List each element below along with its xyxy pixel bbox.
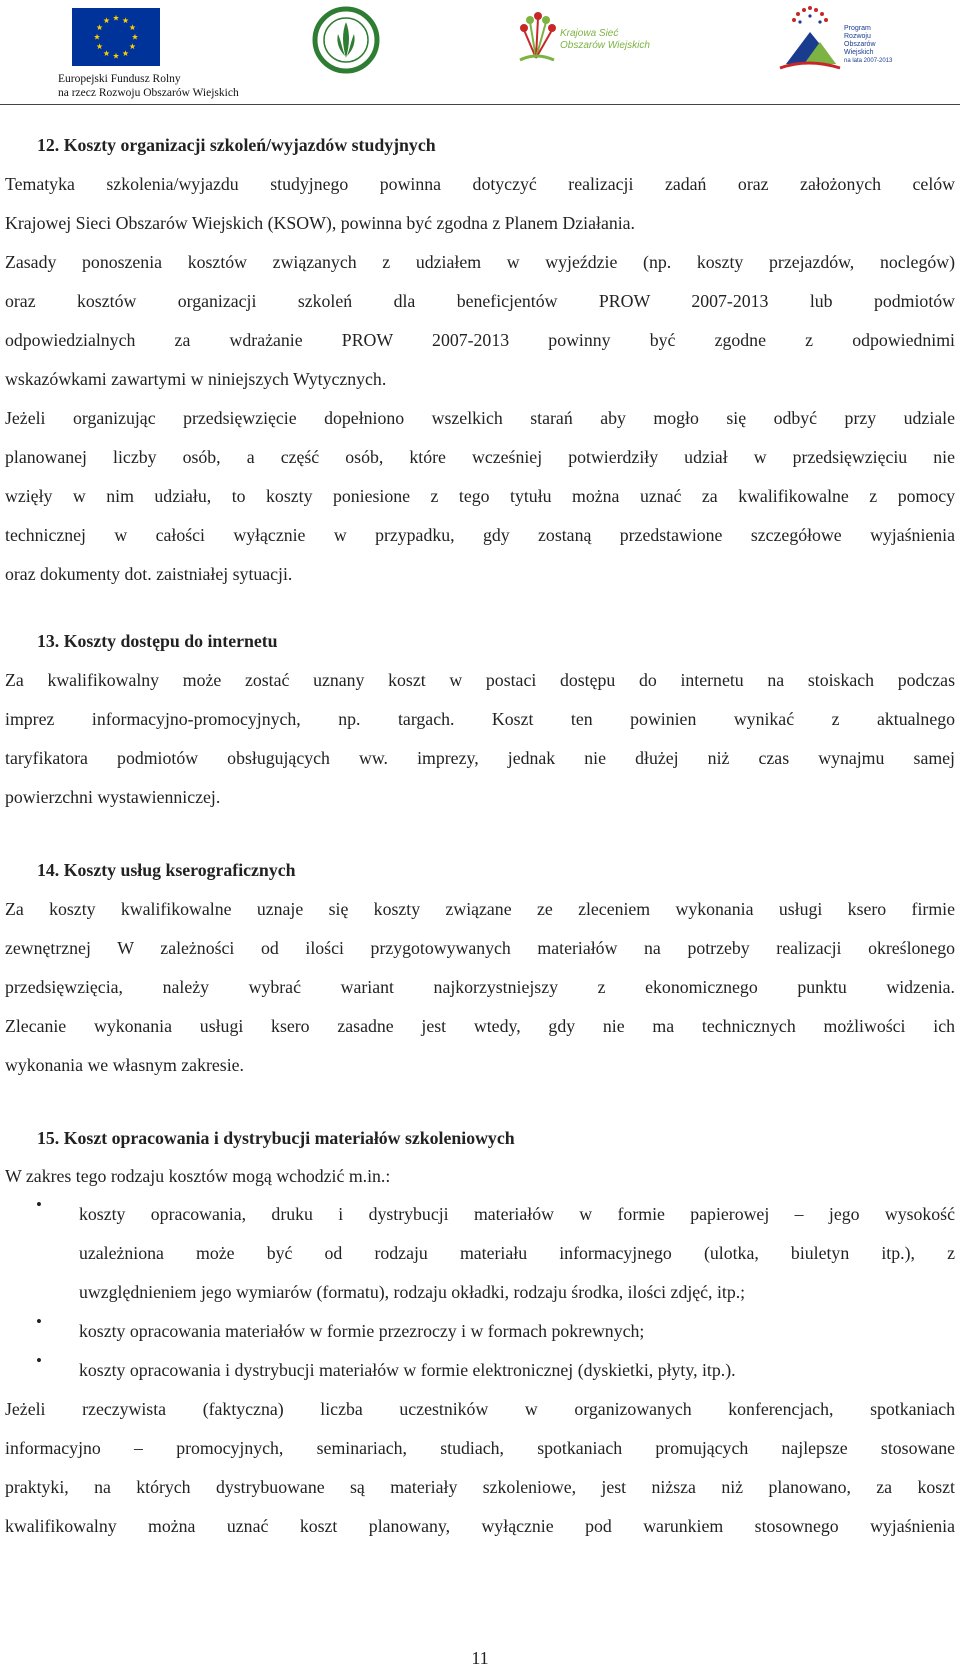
- ksow-logo: [514, 8, 664, 68]
- section-14-title: Koszty usług kserograficznych: [63, 860, 296, 880]
- header-divider: [0, 104, 960, 105]
- ministry-seal-logo: [312, 4, 380, 84]
- page-number: 11: [471, 1648, 489, 1668]
- s12-p2-line-1: Jeżeli organizując przedsięwzięcie dopełniono wszelkich starań aby mogło się odbyć przy udziale: [5, 408, 955, 428]
- bullet-2-line-1: koszty opracowania materiałów w formie przezroczy i w formach pokrewnych;: [79, 1321, 645, 1341]
- s13-p1-line-2: imprez informacyjno-promocyjnych, np. targach. Koszt ten powinien wynikać z aktualnego: [5, 709, 955, 729]
- bullet-3-line-1: koszty opracowania i dystrybucji materiałów w formie elektronicznej (dyskietki, płyty, itp.).: [79, 1360, 736, 1380]
- bullet-icon: •: [36, 1351, 42, 1370]
- document-body: [5, 126, 955, 1546]
- s14-p1-line-2: zewnętrznej W zależności od ilości przygotowywanych materiałów na potrzeby realizacji określonego: [5, 938, 955, 958]
- eu-fund-caption: [58, 72, 240, 100]
- bullet-1-line-2: uzależniona może być od rodzaju materiału informacyjnego (ulotka, biuletyn itp.), z: [79, 1243, 955, 1263]
- prow-logo-text-2: Rozwoju: [844, 33, 871, 40]
- s12-p1-line-2: Krajowej Sieci Obszarów Wiejskich (KSOW), powinna być zgodna z Planem Działania.: [5, 213, 636, 233]
- section-13-title: Koszty dostępu do internetu: [63, 631, 278, 651]
- s15-p2-line-3: praktyki, na których dystrybuowane są materiały szkoleniowe, jest niższa niż planowano, za koszt: [5, 1477, 955, 1497]
- s15-p2-line-1: Jeżeli rzeczywista (faktyczna) liczba uczestników w organizowanych konferencjach, spotkaniach: [5, 1399, 955, 1419]
- section-13-heading: [5, 622, 955, 661]
- s12-p1-line-3: Zasady ponoszenia kosztów związanych z udziałem w wyjeździe (np. koszty przejazdów, noclegów): [5, 252, 955, 272]
- list-item: [5, 1351, 955, 1390]
- list-item: [5, 1195, 955, 1312]
- list-item: [5, 1312, 955, 1351]
- prow-logo: [774, 2, 904, 84]
- s15-intro: W zakres tego rodzaju kosztów mogą wchodzić m.in.:: [5, 1166, 391, 1186]
- s14-p1-line-1: Za koszty kwalifikowalne uznaje się koszty związane ze zleceniem wykonania usługi ksero firmie: [5, 899, 955, 919]
- s13-p1-line-1: Za kwalifikowalny może zostać uznany koszt w postaci dostępu do internetu na stoiskach podczas: [5, 670, 955, 690]
- s12-p2-line-3: wzięły w nim udziału, to koszty poniesione z tego tytułu można uznać za kwalifikowalne z pomocy: [5, 486, 955, 506]
- s15-p2-line-4: kwalifikowalny można uznać koszt planowany, wyłącznie pod warunkiem stosownego wyjaśnienia: [5, 1516, 955, 1536]
- section-12-heading: [5, 126, 955, 165]
- bullet-icon: •: [36, 1312, 42, 1331]
- eu-stars-icon: [72, 8, 160, 66]
- eu-caption-line-2: na rzecz Rozwoju Obszarów Wiejskich: [58, 87, 239, 99]
- s13-p1-line-4: powierzchni wystawienniczej.: [5, 787, 221, 807]
- section-15-title: Koszt opracowania i dystrybucji materiałów szkoleniowych: [63, 1128, 515, 1148]
- s12-p1-line-6: wskazówkami zawartymi w niniejszych Wytycznych.: [5, 369, 387, 389]
- prow-logo-text-3: Obszarów: [844, 41, 876, 48]
- ksow-logo-text-2: Obszarów Wiejskich: [560, 40, 650, 51]
- s12-p2-line-2: planowanej liczby osób, a część osób, które wcześniej potwierdziły udział w przedsięwzięciu nie: [5, 447, 955, 467]
- s15-p2-line-2: informacyjno – promocyjnych, seminariach, studiach, spotkaniach promujących najlepsze stosowane: [5, 1438, 955, 1458]
- section-12-number: 12.: [37, 135, 60, 155]
- s12-p1-line-1: Tematyka szkolenia/wyjazdu studyjnego powinna dotyczyć realizacji zadań oraz założonych celów: [5, 174, 955, 194]
- eu-caption-line-1: Europejski Fundusz Rolny: [58, 73, 181, 85]
- section-15-heading: [5, 1119, 955, 1158]
- s14-p1-line-4: Zlecanie wykonania usługi ksero zasadne jest wtedy, gdy nie ma technicznych możliwości ich: [5, 1016, 955, 1036]
- s12-p1-line-4: oraz kosztów organizacji szkoleń dla beneficjentów PROW 2007-2013 lub podmiotów: [5, 291, 955, 311]
- prow-logo-text-4: Wiejskich: [844, 49, 874, 56]
- section-14-number: 14.: [37, 860, 60, 880]
- s13-p1-line-3: taryfikatora podmiotów obsługujących ww. imprezy, jednak nie dłużej niż czas wynajmu samej: [5, 748, 955, 768]
- s12-p1-line-5: odpowiedzialnych za wdrażanie PROW 2007-2013 powinny być zgodne z odpowiednimi: [5, 330, 955, 350]
- page-header: [0, 0, 960, 106]
- eu-flag-logo: [72, 8, 160, 66]
- s14-p1-line-5: wykonania we własnym zakresie.: [5, 1055, 244, 1075]
- prow-logo-text-5: na lata 2007-2013: [844, 58, 893, 64]
- s12-p2-line-5: oraz dokumenty dot. zaistniałej sytuacji.: [5, 564, 293, 584]
- s12-p2-line-4: technicznej w całości wyłącznie w przypadku, gdy zostaną przedstawione szczegółowe wyjaśnienia: [5, 525, 955, 545]
- bullet-icon: •: [36, 1195, 42, 1214]
- ksow-logo-text-1: Krajowa Sieć: [560, 28, 619, 39]
- section-12-title: Koszty organizacji szkoleń/wyjazdów studyjnych: [63, 135, 436, 155]
- bullet-1-line-3: uwzględnieniem jego wymiarów (formatu), rodzaju okładki, rodzaju środka, ilości zdjęć, itp.;: [79, 1282, 746, 1302]
- spacer: [5, 594, 955, 622]
- s14-p1-line-3: przedsięwzięcia, należy wybrać wariant najkorzystniejszy z ekonomicznego punktu widzenia.: [5, 977, 955, 997]
- section-14-heading: [5, 851, 955, 890]
- spacer: [5, 817, 955, 851]
- prow-logo-text-1: Program: [844, 25, 871, 32]
- bullet-1-line-1: koszty opracowania, druku i dystrybucji materiałów w formie papierowej – jego wysokość: [79, 1204, 955, 1224]
- section-13-number: 13.: [37, 631, 60, 651]
- spacer: [5, 1085, 955, 1119]
- section-15-number: 15.: [37, 1128, 60, 1148]
